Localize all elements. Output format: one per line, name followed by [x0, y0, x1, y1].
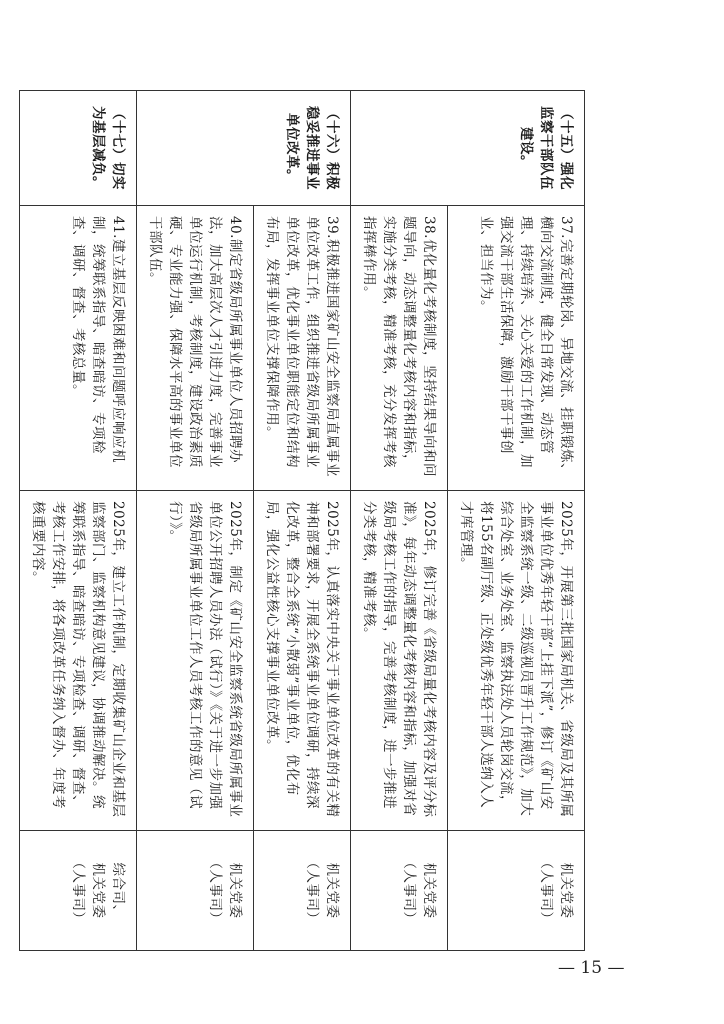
- task-cell: （十七）切实为基层减负。: [20, 91, 137, 206]
- measure-cell: 37.完善定期轮岗、异地交流、挂职锻炼、横向交流制度，健全日常发现、动态管理、持续培养、关心关爱的工作机制，加强交流干部生活保障，激励干部干事创业、担当作为。: [448, 206, 585, 491]
- dept-line: （人事司）: [70, 855, 86, 926]
- dept-line: 综合司、: [110, 862, 126, 919]
- table-row: [351, 91, 448, 951]
- plan-cell: 2025年，修订完善《省级局量化考核内容及评分标准》，每年动态调整量化考核内容和指标，加强对省级局考核工作的指导，完善考核制度，进一步推进分类考核，精准考核。: [351, 491, 448, 831]
- task-cell: （十六）积极稳妥推进事业单位改革。: [137, 91, 351, 206]
- dept-line: 机关党委: [90, 862, 106, 919]
- dept-cell: [137, 831, 254, 951]
- dept-cell: [448, 831, 585, 951]
- dept-line: 机关党委: [227, 862, 243, 919]
- table-row: [448, 91, 585, 951]
- measure-cell: 38.优化量化考核制度，坚持结果导向和问题导向，动态调整量化考核内容和指标，实施分类考核，精准考核，充分发挥考核指挥棒作用。: [351, 206, 448, 491]
- dept-line: 机关党委: [558, 862, 574, 919]
- task-cell: （十五）强化监察干部队伍建设。: [351, 91, 585, 206]
- plan-cell: 2025年，开展第三批国家局机关、省级局及其所属事业单位优秀年轻干部“上挂下派”，修订《矿山安全监察系统一级、二级巡视员晋升工作规范》，加大综合处室、业务处室、监察执法处人员轮岗交流，将155名副厅级、正处级优秀年轻干部人选纳入人才库管理。: [448, 491, 585, 831]
- plan-cell: 2025年，制定《矿山安全监察系统省级局所属事业单位公开招聘人员办法（试行）》《关于进一步加强省级局所属事业单位工作人员考核工作的意见（试行）》。: [137, 491, 254, 831]
- dept-line: 机关党委: [421, 862, 437, 919]
- measure-cell: 40.制定省级局所属事业单位人员招聘办法，加大高层次人才引进力度，完善事业单位运行机制，考核制度，建设政治素质硬、专业能力强、保障水平高的事业单位干部队伍。: [137, 206, 254, 491]
- dept-cell: [20, 831, 137, 951]
- table-row: [254, 91, 351, 951]
- table-row: [20, 91, 137, 951]
- dept-cell: [254, 831, 351, 951]
- dept-line: （人事司）: [304, 855, 320, 926]
- plan-cell: 2025年，建立工作机制，定期收集矿山企业和基层监察部门、监察机构意见建议，协调推动解决。统筹联系指导、暗查暗访、专项检查、调研、督查、考核工作安排，将各项改革任务纳入督办、年度考核重要内容。: [20, 491, 137, 831]
- dept-line: （人事司）: [538, 855, 554, 926]
- rotated-table-frame: [30, 90, 585, 950]
- tasks-table: [19, 90, 585, 951]
- dept-cell: [351, 831, 448, 951]
- table-row: [137, 91, 254, 951]
- measure-cell: 39.积极推进国家矿山安全监察局直属事业单位改革工作，组织推进省级局所属事业单位改革，优化事业单位职能定位和结构布局，发挥事业单位支撑保障作用。: [254, 206, 351, 491]
- dept-line: （人事司）: [401, 855, 417, 926]
- measure-cell: 41.建立基层反映困难和问题呼应响应机制，统筹联系指导、暗查暗访、专项检查、调研、督查、考核总量。: [20, 206, 137, 491]
- page-number: — 15 —: [558, 958, 625, 978]
- dept-line: 机关党委: [324, 862, 340, 919]
- dept-line: （人事司）: [207, 855, 223, 926]
- plan-cell: 2025年，认真落实中央关于事业单位改革的有关精神和部署要求，开展全系统事业单位调研，持续深化改革，整合全系统“小散弱”事业单位，优化布局，强化公益性核心支撑事业单位改革。: [254, 491, 351, 831]
